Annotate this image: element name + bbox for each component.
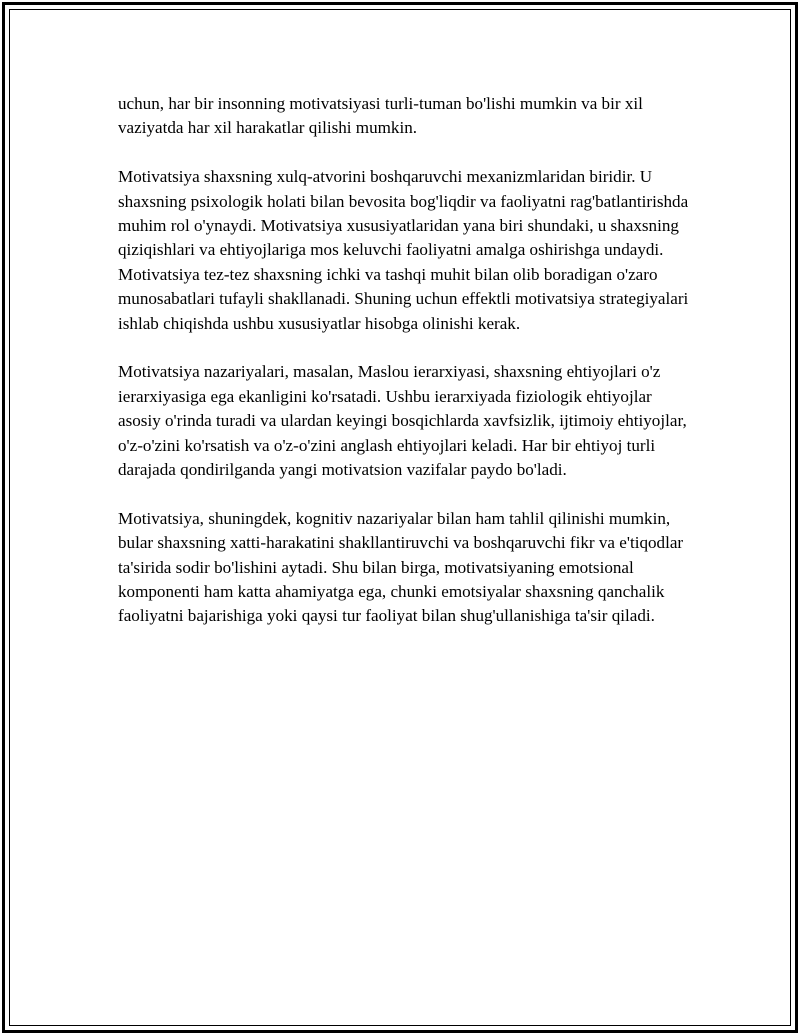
- paragraph-4: Motivatsiya, shuningdek, kognitiv nazariyalar bilan ham tahlil qilinishi mumkin, bular shaxsning xatti-harakatini shakllantiruvchi va boshqaruvchi fikr va e'tiqodlar ta'sirida sodir bo'lishini aytadi. Shu bilan birga, motivatsiyaning emotsional komponenti ham katta ahamiyatga ega, chunki emotsiyalar shaxsning qanchalik faoliyatni bajarishiga yoki qaysi tur faoliyat bilan shug'ullanishiga ta'sir qiladi.: [118, 508, 684, 626]
- paragraph-1: uchun, har bir insonning motivatsiyasi turli-tuman bo'lishi mumkin va bir xil vaziyatda har xil harakatlar qilishi mumkin.: [118, 94, 643, 138]
- paragraph-2: Motivatsiya shaxsning xulq-atvorini boshqaruvchi mexanizmlaridan biridir. U shaxsning psixologik holati bilan bevosita bog'liqdir va faoliyatni rag'batlantirishda muhim rol o'ynaydi. Motivatsiya xususiyatlaridan yana biri shundaki, u shaxsning qiziqishlari va ehtiyojlariga mos keluvchi faoliyatni amalga oshirishga undaydi. Motivatsiya tez-tez shaxsning ichki va tashqi muhit bilan olib boradigan o'zaro munosabatlari tufayli shakllanadi. Shuning uchun effektli motivatsiya strategiyalari ishlab chiqishda ushbu xususiyatlar hisobga olinishi kerak.: [118, 167, 689, 333]
- document-body: [118, 92, 690, 653]
- paragraph-3: Motivatsiya nazariyalari, masalan, Maslou ierarxiyasi, shaxsning ehtiyojlari o'z ierarxiyasiga ega ekanligini ko'rsatadi. Ushbu ierarxiyada fiziologik ehtiyojlar asosiy o'rinda turadi va ulardan keyingi bosqichlarda xavfsizlik, ijtimoiy ehtiyojlar, o'z-o'zini ko'rsatish va o'z-o'zini anglash ehtiyojlari keladi. Har bir ehtiyoj turli darajada qondirilganda yangi motivatsion vazifalar paydo bo'ladi.: [118, 362, 687, 480]
